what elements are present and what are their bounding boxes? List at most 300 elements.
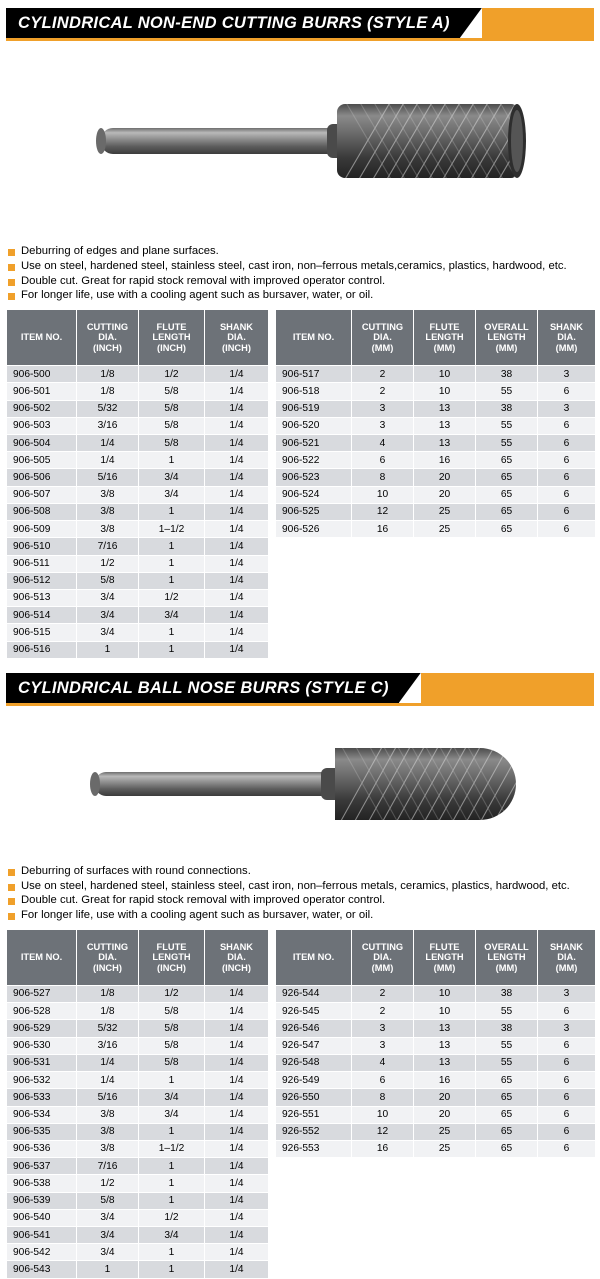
cell-shank-dia: 6 [538,1089,596,1106]
cell-cutting-dia: 1/4 [77,435,139,452]
cell-item-no: 906-531 [7,1054,77,1071]
cell-shank-dia: 1/4 [205,366,269,383]
table-row [276,383,596,400]
cell-cutting-dia: 16 [352,1140,414,1157]
metric-table-body [276,985,596,1157]
cell-item-no: 906-543 [7,1261,77,1278]
cell-flute-length: 5/8 [139,435,205,452]
table-row [7,1261,269,1278]
catalog-page [0,8,600,1279]
header-accent-bar [421,673,594,703]
cell-shank-dia: 1/4 [205,383,269,400]
feature-item [8,909,592,923]
cell-flute-length: 1 [139,624,205,641]
table-row [7,624,269,641]
col-shank-dia: SHANK DIA. (MM) [538,310,596,366]
table-row [7,607,269,624]
cell-flute-length: 13 [414,1020,476,1037]
section-title: CYLINDRICAL NON-END CUTTING BURRS (STYLE A) [18,13,450,32]
cell-shank-dia: 1/4 [205,521,269,538]
cell-flute-length: 3/4 [139,1227,205,1244]
cell-cutting-dia: 3/4 [77,607,139,624]
table-row [7,1054,269,1071]
table-row [276,366,596,383]
cell-item-no: 906-505 [7,452,77,469]
table-row [7,486,269,503]
bullet-square-icon [8,884,15,891]
table-row [7,1244,269,1261]
feature-item [8,865,592,879]
cell-shank-dia: 6 [538,1123,596,1140]
col-cutting-dia: CUTTING DIA. (MM) [352,310,414,366]
cell-overall-length: 55 [476,1037,538,1054]
cell-item-no: 906-508 [7,503,77,520]
cell-item-no: 906-527 [7,985,77,1002]
cell-cutting-dia: 3/8 [77,486,139,503]
cell-item-no: 906-533 [7,1089,77,1106]
table-row [7,572,269,589]
cell-item-no: 906-524 [276,486,352,503]
cell-shank-dia: 1/4 [205,435,269,452]
cell-shank-dia: 6 [538,1037,596,1054]
cell-item-no: 906-504 [7,435,77,452]
feature-text: For longer life, use with a cooling agent such as bursaver, water, or oil. [21,909,374,922]
cell-cutting-dia: 1/8 [77,985,139,1002]
cell-flute-length: 1 [139,1158,205,1175]
table-row [7,641,269,658]
cell-item-no: 926-551 [276,1106,352,1123]
col-flute-length: FLUTE LENGTH (INCH) [139,310,205,366]
table-row [7,521,269,538]
cell-shank-dia: 3 [538,1020,596,1037]
table-row [276,1072,596,1089]
cell-cutting-dia: 3/4 [77,589,139,606]
cell-cutting-dia: 5/8 [77,572,139,589]
cell-flute-length: 5/8 [139,417,205,434]
cell-flute-length: 1 [139,1244,205,1261]
cell-shank-dia: 6 [538,1072,596,1089]
cell-cutting-dia: 1/4 [77,1054,139,1071]
cell-item-no: 906-540 [7,1209,77,1226]
col-flute-length: FLUTE LENGTH (MM) [414,310,476,366]
cell-cutting-dia: 3/4 [77,1227,139,1244]
cell-cutting-dia: 3/8 [77,521,139,538]
cell-overall-length: 65 [476,1072,538,1089]
table-row [7,469,269,486]
cell-flute-length: 5/8 [139,1054,205,1071]
cell-flute-length: 5/8 [139,1020,205,1037]
cell-item-no: 906-525 [276,503,352,520]
cell-item-no: 906-520 [276,417,352,434]
cell-flute-length: 13 [414,417,476,434]
cell-item-no: 906-513 [7,589,77,606]
cell-item-no: 906-541 [7,1227,77,1244]
cell-shank-dia: 6 [538,469,596,486]
cell-item-no: 906-517 [276,366,352,383]
cell-flute-length: 25 [414,1140,476,1157]
cell-flute-length: 1/2 [139,589,205,606]
cell-item-no: 926-549 [276,1072,352,1089]
feature-item [8,260,592,274]
table-row [276,1003,596,1020]
cell-flute-length: 1 [139,1175,205,1192]
feature-item [8,289,592,303]
cell-cutting-dia: 16 [352,521,414,538]
cell-flute-length: 1–1/2 [139,1140,205,1157]
table-row [7,452,269,469]
table-row [7,1227,269,1244]
table-row [276,1123,596,1140]
cell-overall-length: 65 [476,1106,538,1123]
table-row [7,366,269,383]
col-flute-length: FLUTE LENGTH (MM) [414,929,476,985]
cell-item-no: 906-506 [7,469,77,486]
table-row [7,503,269,520]
cell-shank-dia: 1/4 [205,624,269,641]
feature-text: Use on steel, hardened steel, stainless steel, cast iron, non–ferrous metals, ceramics, plastics, hardwood, etc. [21,879,570,892]
table-header-row [7,310,269,366]
cell-item-no: 926-552 [276,1123,352,1140]
cell-cutting-dia: 3 [352,1037,414,1054]
cell-cutting-dia: 1/4 [77,1072,139,1089]
table-row [276,486,596,503]
cell-shank-dia: 1/4 [205,572,269,589]
metric-table-body [276,366,596,538]
cylindrical-burr-illustration [65,76,535,206]
table-row [7,1140,269,1157]
table-row [7,1175,269,1192]
cell-shank-dia: 1/4 [205,555,269,572]
cell-flute-length: 5/8 [139,1037,205,1054]
cell-item-no: 926-547 [276,1037,352,1054]
cell-cutting-dia: 5/16 [77,1089,139,1106]
table-header-row [276,929,596,985]
cell-cutting-dia: 2 [352,1003,414,1020]
cell-flute-length: 25 [414,503,476,520]
cell-flute-length: 1 [139,555,205,572]
spec-tables-style-a [6,309,594,659]
cell-cutting-dia: 3 [352,1020,414,1037]
cell-overall-length: 38 [476,400,538,417]
cell-flute-length: 10 [414,1003,476,1020]
cell-shank-dia: 1/4 [205,452,269,469]
table-row [7,1106,269,1123]
col-overall-length: OVERALL LENGTH (MM) [476,310,538,366]
table-row [276,503,596,520]
bullet-square-icon [8,293,15,300]
cell-shank-dia: 1/4 [205,1037,269,1054]
cell-shank-dia: 6 [538,503,596,520]
cell-overall-length: 65 [476,486,538,503]
inch-spec-table-style-c [6,929,269,1279]
table-row [276,435,596,452]
cell-cutting-dia: 5/32 [77,400,139,417]
table-row [7,435,269,452]
cell-flute-length: 1–1/2 [139,521,205,538]
cell-flute-length: 25 [414,521,476,538]
cell-cutting-dia: 3/4 [77,1244,139,1261]
cell-shank-dia: 1/4 [205,538,269,555]
col-item-no: ITEM NO. [276,310,352,366]
spec-tables-style-c [6,929,594,1279]
cell-item-no: 906-526 [276,521,352,538]
col-cutting-dia: CUTTING DIA. (INCH) [77,310,139,366]
cell-flute-length: 1 [139,538,205,555]
cell-flute-length: 16 [414,1072,476,1089]
cell-flute-length: 1/2 [139,985,205,1002]
table-row [7,1192,269,1209]
table-row [7,1037,269,1054]
cell-flute-length: 1 [139,503,205,520]
cell-flute-length: 10 [414,383,476,400]
cell-flute-length: 1/2 [139,366,205,383]
cell-overall-length: 65 [476,521,538,538]
cell-item-no: 926-546 [276,1020,352,1037]
inch-spec-table-style-a [6,309,269,659]
cell-flute-length: 10 [414,366,476,383]
cell-cutting-dia: 3 [352,417,414,434]
cell-cutting-dia: 1/8 [77,383,139,400]
cell-flute-length: 25 [414,1123,476,1140]
cell-overall-length: 65 [476,452,538,469]
cell-item-no: 906-511 [7,555,77,572]
cell-item-no: 906-522 [276,452,352,469]
cell-cutting-dia: 12 [352,1123,414,1140]
product-image-style-a [0,41,600,241]
cell-flute-length: 1 [139,641,205,658]
header-wedge [399,673,421,703]
table-row [7,1020,269,1037]
cell-overall-length: 65 [476,469,538,486]
cell-shank-dia: 1/4 [205,1140,269,1157]
table-header-row [7,929,269,985]
cell-cutting-dia: 10 [352,1106,414,1123]
cell-overall-length: 55 [476,1003,538,1020]
cell-overall-length: 55 [476,435,538,452]
col-flute-length: FLUTE LENGTH (INCH) [139,929,205,985]
bullet-square-icon [8,913,15,920]
col-cutting-dia: CUTTING DIA. (INCH) [77,929,139,985]
cell-flute-length: 1 [139,1123,205,1140]
cell-cutting-dia: 6 [352,452,414,469]
cell-overall-length: 65 [476,1140,538,1157]
cell-flute-length: 13 [414,1037,476,1054]
cell-cutting-dia: 5/8 [77,1192,139,1209]
table-row [276,1037,596,1054]
cell-cutting-dia: 3/4 [77,624,139,641]
table-row [276,417,596,434]
table-row [7,1072,269,1089]
cell-flute-length: 20 [414,486,476,503]
col-item-no: ITEM NO. [7,310,77,366]
cell-flute-length: 1 [139,572,205,589]
cell-shank-dia: 1/4 [205,641,269,658]
cell-shank-dia: 6 [538,383,596,400]
cell-shank-dia: 1/4 [205,607,269,624]
table-row [7,1089,269,1106]
cell-item-no: 906-509 [7,521,77,538]
cell-item-no: 906-515 [7,624,77,641]
cell-item-no: 906-519 [276,400,352,417]
cell-flute-length: 1 [139,1261,205,1278]
section-header-style-c [6,673,594,703]
cell-flute-length: 5/8 [139,383,205,400]
cell-overall-length: 55 [476,1054,538,1071]
cell-shank-dia: 1/4 [205,589,269,606]
cell-item-no: 906-536 [7,1140,77,1157]
cell-cutting-dia: 3/8 [77,1123,139,1140]
feature-list-style-a [8,245,592,303]
cell-flute-length: 20 [414,1106,476,1123]
bullet-square-icon [8,264,15,271]
cell-item-no: 906-537 [7,1158,77,1175]
cell-flute-length: 10 [414,985,476,1002]
cell-item-no: 906-542 [7,1244,77,1261]
cell-cutting-dia: 2 [352,366,414,383]
table-row [276,400,596,417]
table-row [276,1089,596,1106]
table-row [276,1054,596,1071]
product-image-style-c [0,706,600,861]
table-row [7,555,269,572]
cell-flute-length: 16 [414,452,476,469]
cell-shank-dia: 6 [538,1054,596,1071]
cell-cutting-dia: 10 [352,486,414,503]
bullet-square-icon [8,869,15,876]
cell-cutting-dia: 3/8 [77,503,139,520]
section-style-a [0,8,600,659]
cell-item-no: 906-518 [276,383,352,400]
col-shank-dia: SHANK DIA. (INCH) [205,929,269,985]
cell-shank-dia: 1/4 [205,469,269,486]
cell-flute-length: 13 [414,400,476,417]
table-row [276,1020,596,1037]
metric-spec-table-style-a [275,309,596,538]
feature-item [8,894,592,908]
cell-item-no: 906-502 [7,400,77,417]
col-shank-dia: SHANK DIA. (MM) [538,929,596,985]
cell-flute-length: 5/8 [139,1003,205,1020]
cell-shank-dia: 1/4 [205,503,269,520]
bullet-square-icon [8,898,15,905]
cell-cutting-dia: 8 [352,1089,414,1106]
table-row [7,1003,269,1020]
cell-shank-dia: 1/4 [205,1261,269,1278]
table-row [7,1123,269,1140]
cell-shank-dia: 6 [538,486,596,503]
cell-cutting-dia: 6 [352,1072,414,1089]
cell-overall-length: 65 [476,1089,538,1106]
ball-nose-burr-illustration [65,724,535,842]
cell-flute-length: 20 [414,469,476,486]
cell-item-no: 906-534 [7,1106,77,1123]
section-header-black-block [6,673,399,703]
metric-spec-table-style-c [275,929,596,1158]
cell-shank-dia: 6 [538,417,596,434]
cell-item-no: 906-530 [7,1037,77,1054]
cell-item-no: 906-539 [7,1192,77,1209]
cell-shank-dia: 1/4 [205,417,269,434]
cell-overall-length: 38 [476,985,538,1002]
cell-shank-dia: 1/4 [205,1192,269,1209]
cell-overall-length: 55 [476,383,538,400]
col-item-no: ITEM NO. [276,929,352,985]
cell-cutting-dia: 3/8 [77,1106,139,1123]
cell-cutting-dia: 2 [352,383,414,400]
cell-shank-dia: 1/4 [205,1209,269,1226]
cell-item-no: 906-507 [7,486,77,503]
cell-item-no: 906-528 [7,1003,77,1020]
table-row [7,400,269,417]
cell-shank-dia: 1/4 [205,1158,269,1175]
cell-overall-length: 65 [476,503,538,520]
feature-text: Double cut. Great for rapid stock removal with improved operator control. [21,894,386,907]
cell-item-no: 926-545 [276,1003,352,1020]
cell-cutting-dia: 12 [352,503,414,520]
table-row [7,383,269,400]
inch-table-body [7,985,269,1278]
cell-shank-dia: 1/4 [205,1244,269,1261]
cell-item-no: 906-535 [7,1123,77,1140]
cell-cutting-dia: 7/16 [77,538,139,555]
cell-shank-dia: 3 [538,366,596,383]
table-row [7,417,269,434]
cell-shank-dia: 1/4 [205,1003,269,1020]
cell-item-no: 906-514 [7,607,77,624]
cell-shank-dia: 3 [538,985,596,1002]
cell-flute-length: 3/4 [139,486,205,503]
table-row [7,589,269,606]
bullet-square-icon [8,279,15,286]
cell-overall-length: 55 [476,417,538,434]
feature-text: For longer life, use with a cooling agent such as bursaver, water, or oil. [21,289,374,302]
feature-item [8,880,592,894]
cell-shank-dia: 1/4 [205,1123,269,1140]
cell-cutting-dia: 1/8 [77,1003,139,1020]
table-row [7,1209,269,1226]
cell-flute-length: 3/4 [139,607,205,624]
bullet-square-icon [8,249,15,256]
header-wedge [460,8,482,38]
cell-cutting-dia: 1/4 [77,452,139,469]
cell-item-no: 906-532 [7,1072,77,1089]
cell-item-no: 906-510 [7,538,77,555]
cell-cutting-dia: 4 [352,435,414,452]
cell-item-no: 906-500 [7,366,77,383]
table-row [276,985,596,1002]
cell-overall-length: 65 [476,1123,538,1140]
cell-overall-length: 38 [476,1020,538,1037]
cell-shank-dia: 1/4 [205,1106,269,1123]
cell-shank-dia: 6 [538,1106,596,1123]
cell-cutting-dia: 3/4 [77,1209,139,1226]
table-row [7,985,269,1002]
table-row [276,469,596,486]
cell-item-no: 906-538 [7,1175,77,1192]
cell-cutting-dia: 1/2 [77,555,139,572]
cell-item-no: 926-553 [276,1140,352,1157]
section-title: CYLINDRICAL BALL NOSE BURRS (STYLE C) [18,678,389,697]
cell-shank-dia: 1/4 [205,1227,269,1244]
table-row [276,1140,596,1157]
cell-shank-dia: 6 [538,1140,596,1157]
inch-table-body [7,366,269,659]
cell-cutting-dia: 1/2 [77,1175,139,1192]
cell-flute-length: 1 [139,1192,205,1209]
cell-flute-length: 1/2 [139,1209,205,1226]
cell-item-no: 906-529 [7,1020,77,1037]
cell-shank-dia: 1/4 [205,985,269,1002]
